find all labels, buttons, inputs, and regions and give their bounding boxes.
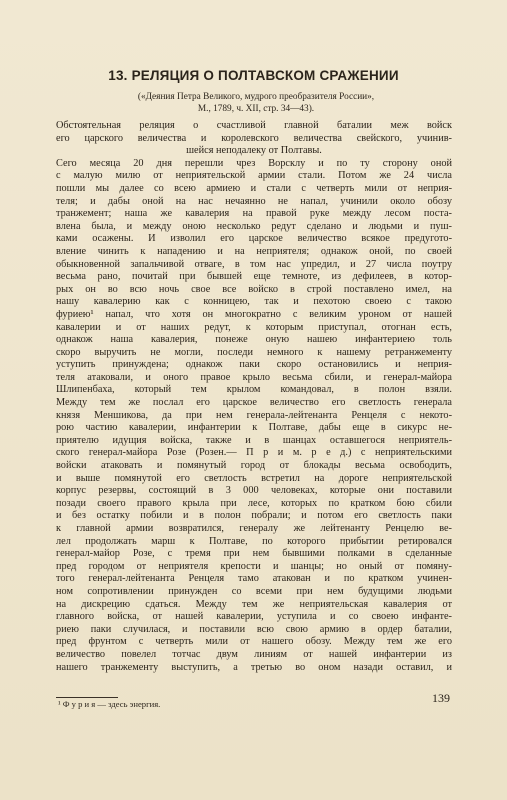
- body-line: уступить принуждена; однакож паки скоро остановились и неприя-: [56, 359, 452, 371]
- footnote: ¹ Ф у р и я — здесь энергия.: [58, 699, 161, 709]
- body-line: с малую милю от неприятельской армии стали. Потом же 24 числа: [56, 170, 452, 182]
- page-number: 139: [432, 691, 450, 705]
- body-line: вление чинить к нападению и на неприятеля; однакож оной, по своей: [56, 245, 452, 257]
- body-line: пошли мы далее со всею армиею и стали с четверть мили от неприя-: [56, 182, 452, 194]
- body-line: теля; и дабы оной на нас нечаянно не напал, учинили около обозу: [56, 195, 452, 207]
- source-line: М., 1789, ч. XII, стр. 34—43).: [197, 104, 315, 114]
- body-line: и без остатку побили и в полон побрали; и потом его светлость паки: [56, 510, 452, 522]
- body-line: риею паки случилася, и поставили всю свою армию в ордер баталии,: [56, 623, 452, 635]
- body-line: его царского величества и королевского величества свейского, учинив-: [56, 132, 452, 144]
- body-line: Обстоятельная реляция о счастливой главной баталии меж войск: [56, 120, 452, 131]
- body-line: пред городом от неприятеля крепости и шанцы; но оный от помяну-: [56, 560, 452, 572]
- body-line: влена была, и между оною несколько редут сделано и людьми и пуш-: [56, 220, 452, 232]
- body-line: нашего транжементу выступить, а третью во оном назади оставил, и: [56, 661, 452, 673]
- body-line: ками осажены. И изволил его царское величество всякое предугото-: [56, 233, 452, 245]
- body-line: корпус резервы, состоящий в 3 000 человеках, которые они поставили: [56, 485, 452, 497]
- body-line: князя Меншикова, да при нем генерала-лейтенанта Ренцеля с некото-: [56, 409, 452, 421]
- body-line: ского генерал-майора Розе (Розен.— П р и м. р е д.) с неприятельскими: [56, 447, 452, 459]
- body-line: рых он во всю ночь свое все войско в строй поставлено имел, на: [56, 283, 452, 295]
- footnote-divider: [56, 697, 118, 698]
- body-line: обыкновенной запальчивой отваге, в том нас упредил, и 27 числа поутру: [56, 258, 452, 270]
- body-line: того генерал-лейтенанта Ренцеля тамо атакован и по кратком учинен-: [56, 573, 452, 585]
- body-text: [56, 120, 452, 674]
- body-line: генерал-майор Розе, с тремя при нем бывшими полками в сделанные: [56, 548, 452, 560]
- body-line: пред фрунтом с четверть мили от нашего обозу. Между тем же его: [56, 636, 452, 648]
- body-line: приятелю идущия войска, также и в шанцах оставшегося неприятель-: [56, 434, 452, 446]
- body-line: шейся неподалеку от Полтавы.: [186, 145, 322, 157]
- body-line: весьма рано, почитай при бывшей еще темноте, из дефилеев, в котор-: [56, 271, 452, 283]
- body-line: фуриею¹ напал, что хотя он многократно с великим уроном от нашей: [56, 308, 452, 320]
- source-line: («Деяния Петра Великого, мудрого преобразителя России»,: [137, 92, 375, 102]
- body-line: войски атаковать и помянутый город от блокады весьма освободить,: [56, 460, 452, 472]
- body-line: позади своего правого крыла при лесе, которых по кратком бою сбили: [56, 497, 452, 509]
- body-line: нашу кавалерию как с конницею, так и пехотою своею с такою: [56, 296, 452, 308]
- body-line: на дискрецию сдаться. Между тем же неприятельская кавалерия от: [56, 598, 452, 610]
- body-line: лел продолжать марш к Полтаве, по которого прибытии ретировался: [56, 535, 452, 547]
- body-line: скоро выручить не могли, последи немного к нашему ретранжементу: [56, 346, 452, 358]
- body-line: рою частию кавалерии, инфантерии к Полтаве, дабы еще в сикурс не-: [56, 422, 452, 434]
- source-citation: [96, 91, 416, 115]
- body-line: кавалерии и от наших редут, к которым приступал, отогнан есть,: [56, 321, 452, 333]
- body-line: к главной армии возвратился, генералу же лейтенанту Ренцелю ве-: [56, 523, 452, 534]
- document-title: 13. РЕЛЯЦИЯ О ПОЛТАВСКОМ СРАЖЕНИИ: [108, 68, 399, 83]
- body-line: Шлипенбаха, который тем крылом командовал, в полон взяли.: [56, 384, 452, 396]
- body-line: транжемент; наша же кавалерия на правой руке между лесом поста-: [56, 208, 452, 220]
- body-line: теля атаковали, и оного правое крыло весьма сбили, и генерал-майора: [56, 371, 452, 383]
- body-line: Между тем же послал его царское величество его светлость генерала: [56, 397, 452, 409]
- body-line: главного войска, от нашей кавалерии, уступила и со своею инфанте-: [56, 611, 452, 623]
- body-line: величество повелел тотчас двум линиям от нашей инфантерии из: [56, 648, 452, 660]
- body-line: ном сопротивлении принужден со всеми при нем будущими людьми: [56, 585, 452, 597]
- body-line: Сего месяца 20 дня перешли чрез Ворсклу и по ту сторону оной: [56, 157, 452, 169]
- body-line: однакож наша кавалерия, понеже оную нашею инфантериею толь: [56, 334, 452, 346]
- body-line: и выше помянутой его светлость встретил на дороге неприятельской: [56, 472, 452, 484]
